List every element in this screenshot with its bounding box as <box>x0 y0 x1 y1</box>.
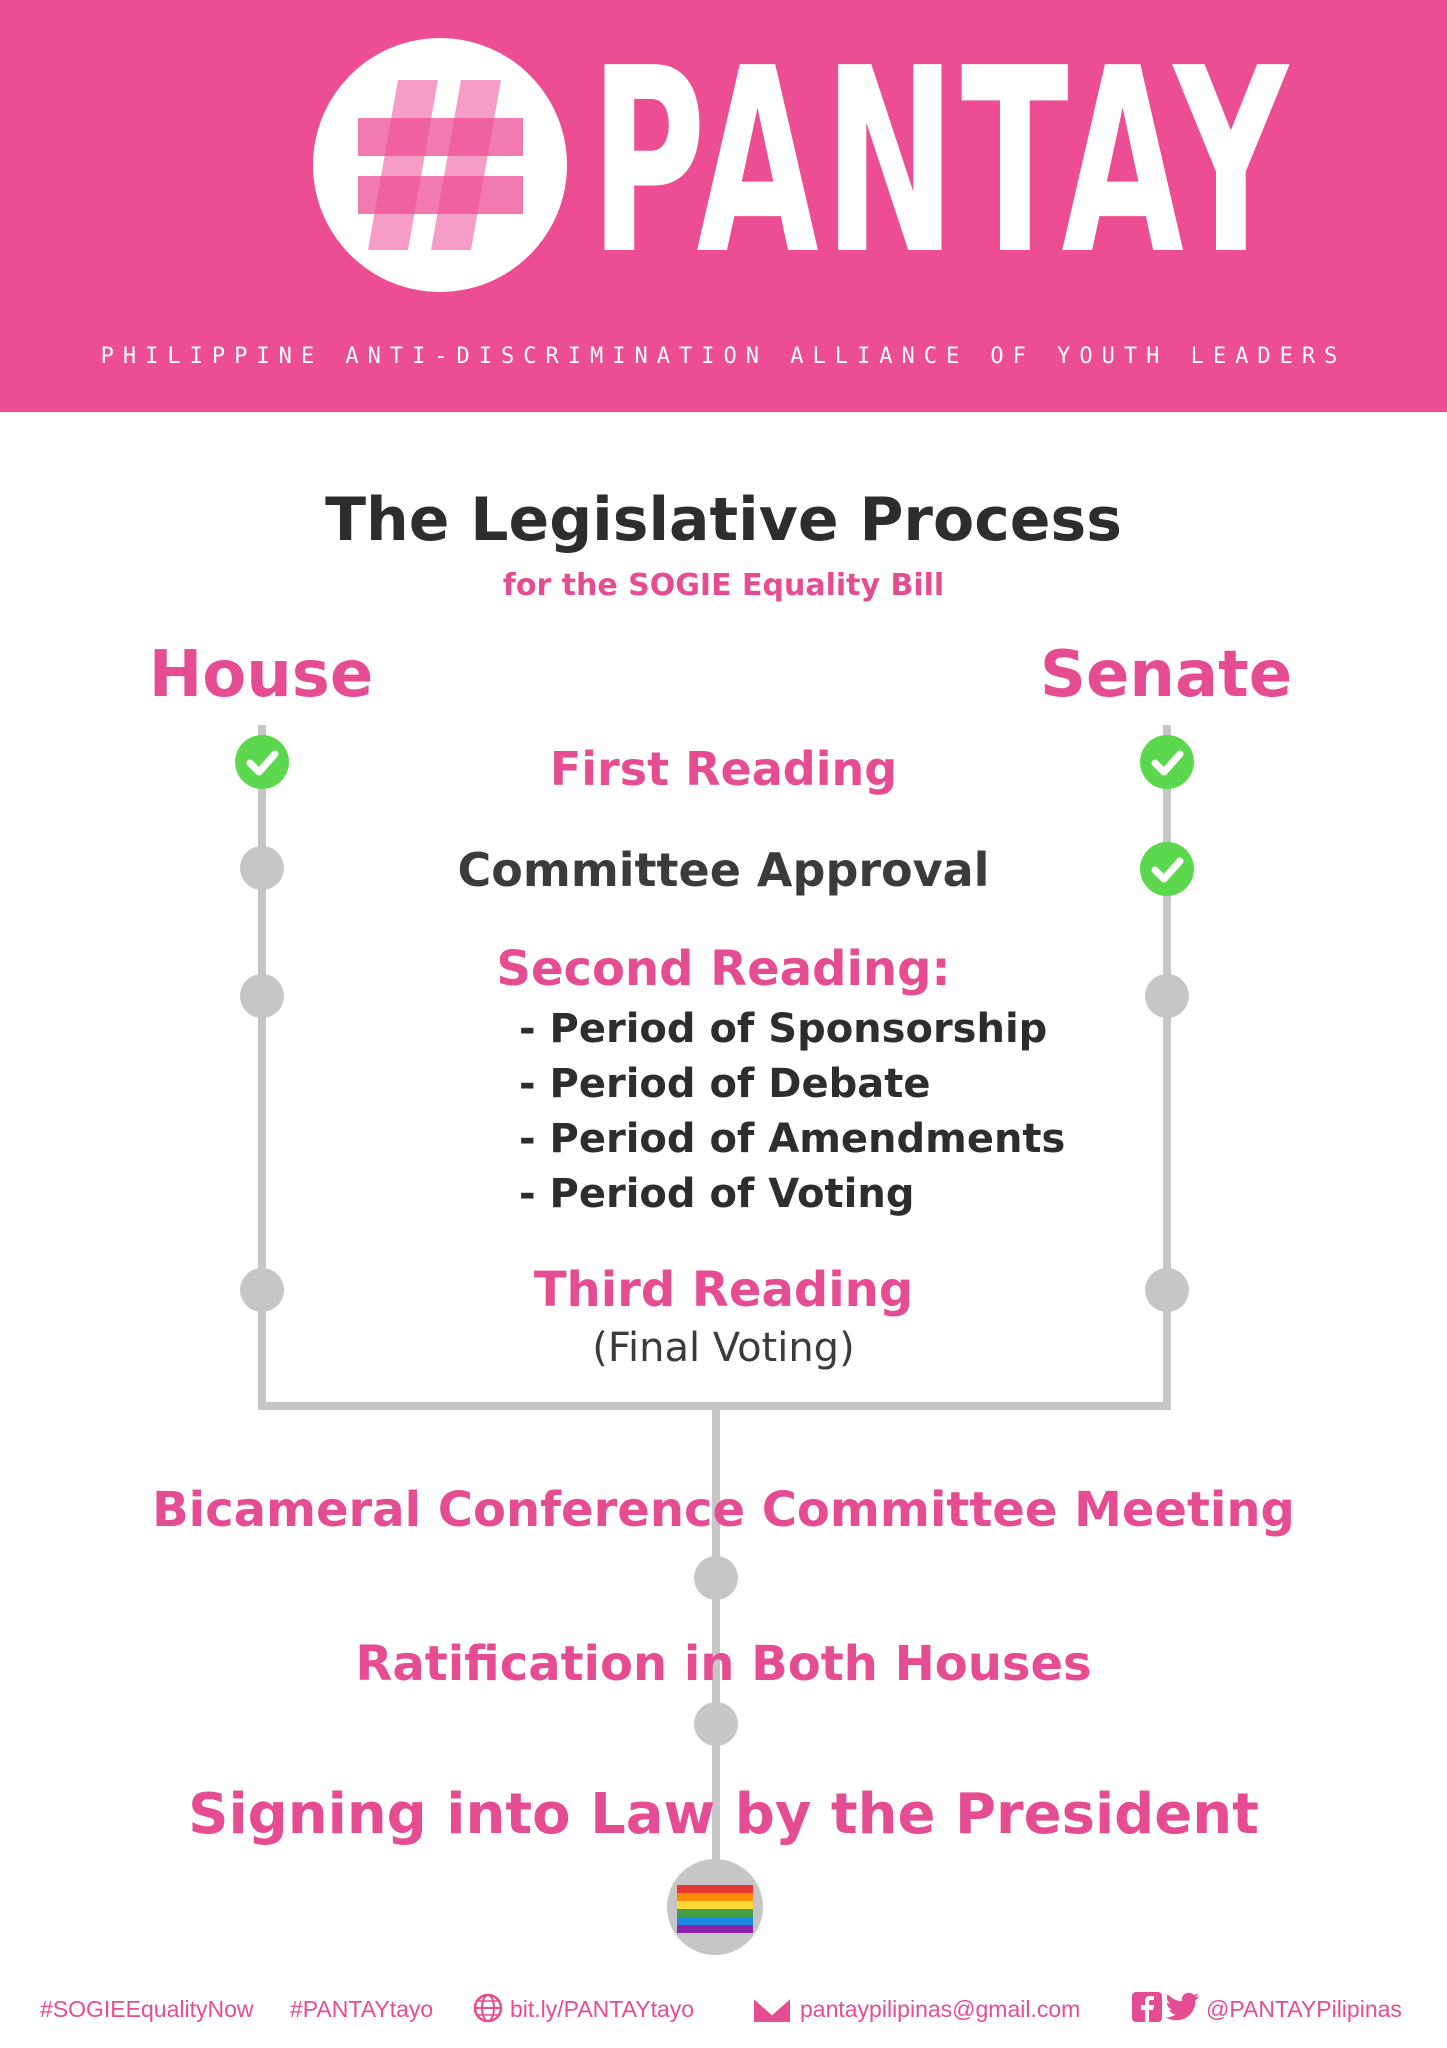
rainbow-flag-icon <box>677 1885 753 1933</box>
second-reading-colon: : <box>931 941 951 997</box>
page-title: The Legislative Process <box>325 485 1122 555</box>
second-reading-label: Second Reading <box>496 941 932 997</box>
second-reading-periods <box>519 1002 1066 1222</box>
facebook-icon[interactable] <box>1132 1992 1162 2022</box>
footer-email-link[interactable]: pantaypilipinas@gmail.com <box>800 1996 1081 2022</box>
step-second-reading <box>0 941 1447 997</box>
step-ratification: Ratification in Both Houses <box>355 1636 1092 1692</box>
footer-hashtag-equality[interactable]: #SOGIEEqualityNow <box>40 1996 254 2022</box>
step-signing: Signing into Law by the President <box>188 1782 1259 1847</box>
brand-name: PANTAY <box>590 14 1294 311</box>
step-committee-approval: Committee Approval <box>457 843 990 897</box>
list-item: - Period of Sponsorship <box>519 1006 1048 1052</box>
step-bicameral: Bicameral Conference Committee Meeting <box>152 1482 1295 1538</box>
bicameral-dot <box>694 1556 738 1600</box>
list-item: - Period of Voting <box>519 1171 915 1217</box>
list-item: - Period of Debate <box>519 1061 931 1107</box>
twitter-icon[interactable] <box>1166 1992 1200 2022</box>
ratification-dot <box>694 1702 738 1746</box>
footer-website-link[interactable]: bit.ly/PANTAYtayo <box>510 1996 695 2022</box>
globe-icon <box>472 1992 504 2024</box>
mail-icon <box>752 1994 792 2024</box>
final-marker <box>667 1859 763 1955</box>
footer <box>0 1990 1447 2030</box>
brand-tagline: PHILIPPINE ANTI-DISCRIMINATION ALLIANCE OF YOUTH LEADERS <box>100 344 1347 369</box>
house-heading: House <box>148 638 374 712</box>
footer-hashtag-pantay[interactable]: #PANTAYtayo <box>290 1996 434 2022</box>
list-item: - Period of Amendments <box>519 1116 1066 1162</box>
step-third-reading-note: (Final Voting) <box>592 1325 855 1371</box>
page-subtitle: for the SOGIE Equality Bill <box>502 568 945 603</box>
step-third-reading: Third Reading <box>533 1262 914 1318</box>
step-first-reading: First Reading <box>549 742 898 796</box>
senate-heading: Senate <box>1039 638 1293 712</box>
footer-social-handle[interactable]: @PANTAYPilipinas <box>1206 1996 1402 2022</box>
